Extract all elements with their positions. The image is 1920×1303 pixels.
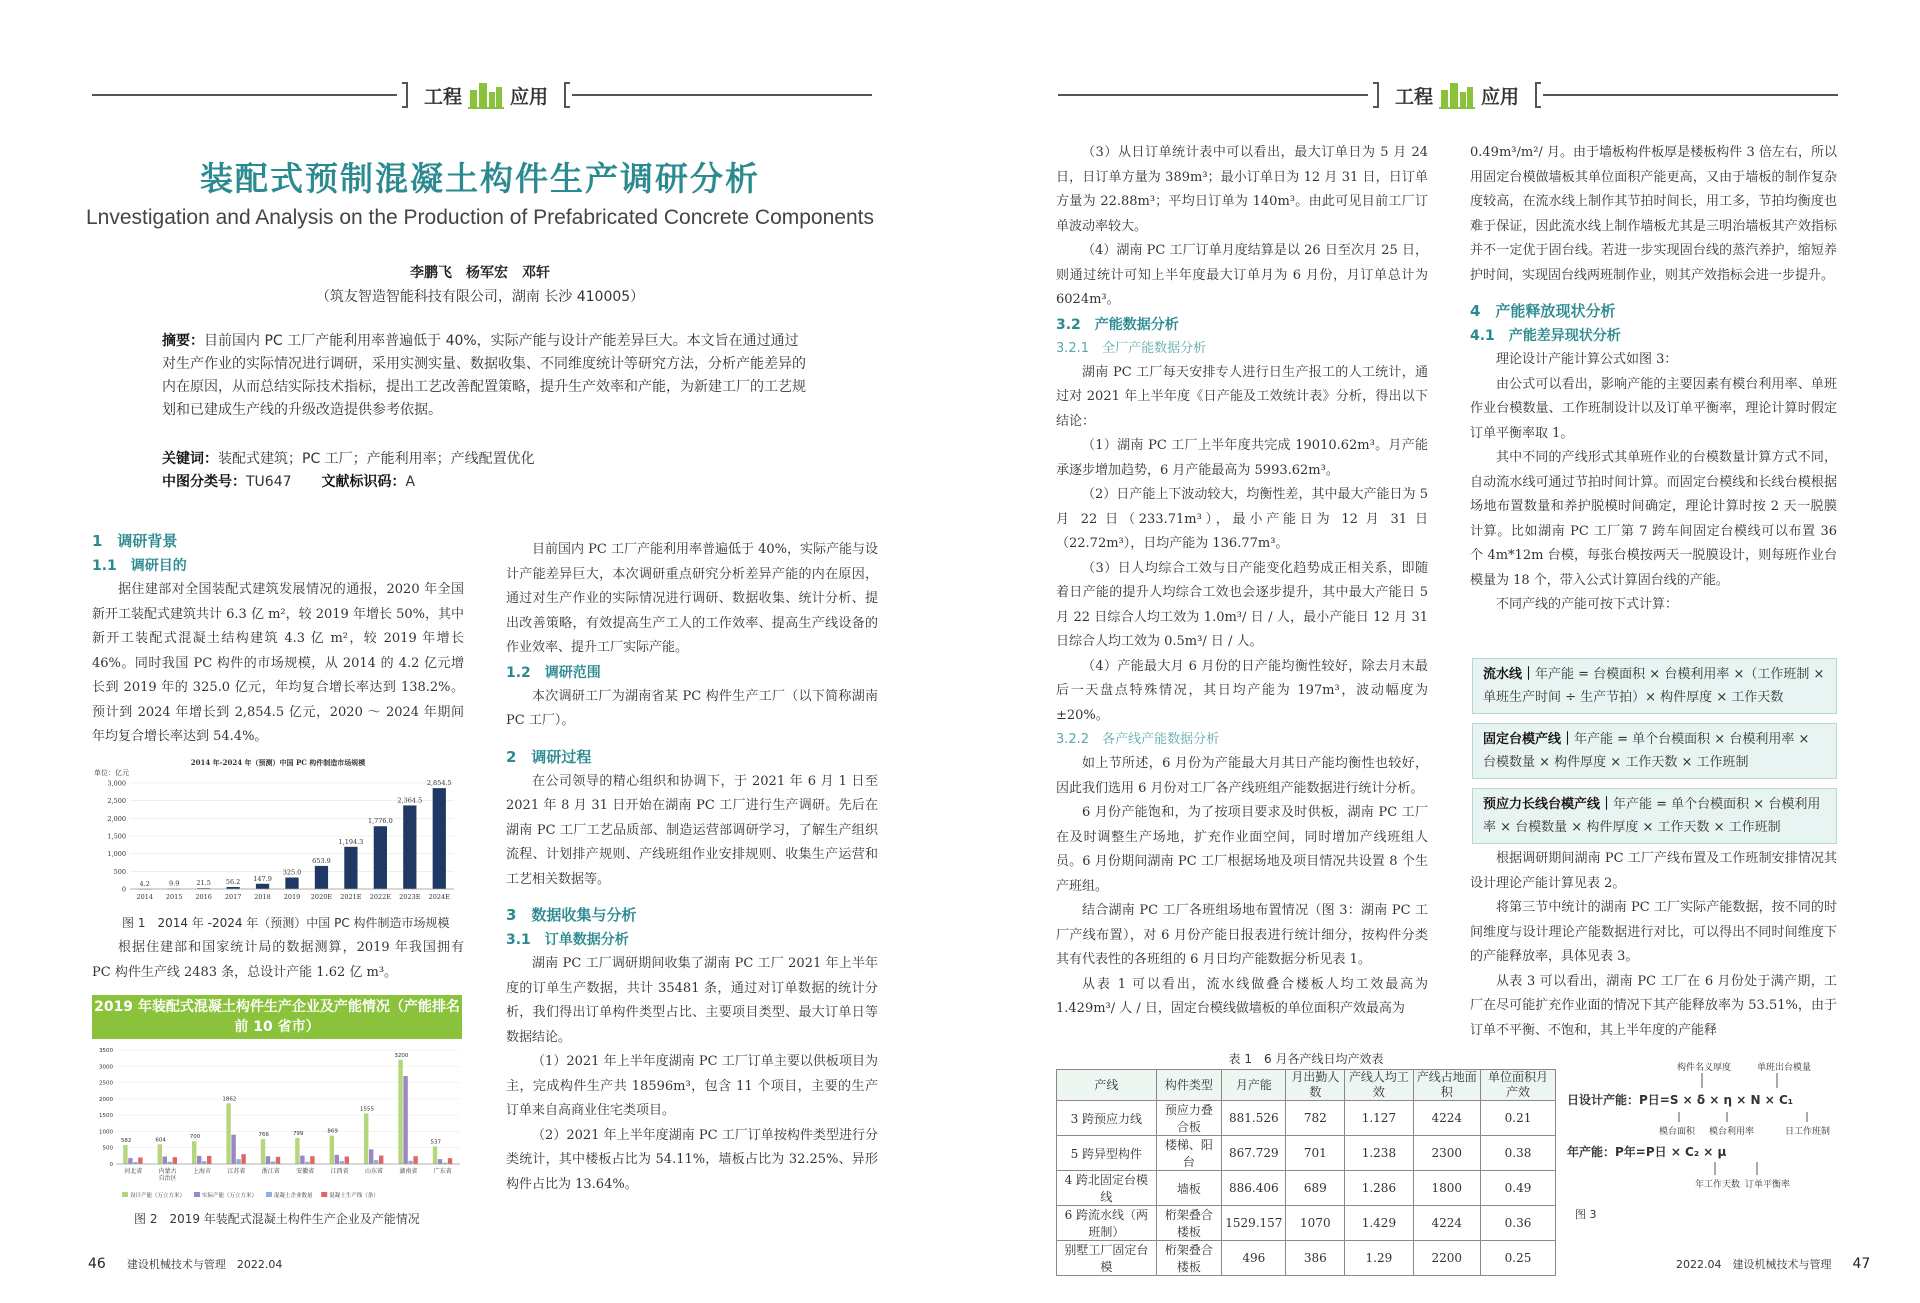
bar: [128, 1158, 132, 1164]
bar: [197, 1156, 201, 1164]
bar: [403, 805, 416, 889]
y-tick-label: 1000: [99, 1129, 113, 1136]
keywords: [162, 448, 812, 471]
bar: [123, 1145, 127, 1164]
article-title: 装配式预制混凝土构件生产调研分析: [200, 159, 760, 198]
bar: [369, 1149, 373, 1164]
table-cell: 2300: [1413, 1136, 1480, 1171]
table-cell: 0.36: [1481, 1206, 1556, 1241]
table-cell: 701: [1286, 1136, 1345, 1171]
bar: [163, 1157, 167, 1164]
clc-label: 中图分类号：: [162, 474, 246, 490]
legend-swatch: [321, 1192, 327, 1197]
table-cell: 别墅工厂固定台模: [1057, 1241, 1157, 1276]
header-right-word: 应用: [510, 85, 549, 108]
table-cell: 3 跨预应力线: [1057, 1101, 1157, 1136]
x-tick-label: 2014: [136, 893, 154, 901]
formula-label: 流水线｜: [1483, 667, 1536, 682]
bar: [300, 1156, 304, 1164]
paragraph: 6 月份产能饱和，为了按项目要求及时供板，湖南 PC 工厂在及时调整生产场地，扩充作业面空间，同时增加产线班组人员。6 月份期间湖南 PC 工厂根据场地及项目情况共设置 8 个生产班组。: [1056, 805, 1428, 894]
legend-swatch: [194, 1192, 200, 1197]
x-tick-label: 2021E: [340, 893, 362, 901]
paragraph: 由公式可以看出，影响产能的主要因素有模台利用率、单班作业台模数量、工作班制设计以及订单平衡率，理论计算时假定订单平衡率取 1。: [1470, 376, 1837, 441]
authors: 李鹏飞 杨军宏 邓轩: [410, 265, 550, 281]
legend-label: 混凝土生产线（条）: [329, 1193, 379, 1199]
daily-capacity-formula: 日设计产能：P日=S × δ × η × N × C₁: [1567, 1093, 1794, 1107]
bar: [438, 1159, 442, 1164]
bar: [345, 1157, 349, 1164]
paragraph: （2）日产能上下波动较大，均衡性差，其中最大产能日为 5 月 22 日（233.71m³），最小产能日为 12 月 31 日（22.72m³），日均产能为 136.77m³。: [1056, 487, 1428, 551]
right-column-2b: [1470, 847, 1837, 1043]
bar: [448, 1158, 452, 1164]
clc-text: TU647: [246, 474, 292, 490]
table-cell: 5 跨异型构件: [1057, 1136, 1157, 1171]
header-logo: [1383, 78, 1531, 112]
table-cell: 1.29: [1345, 1241, 1413, 1276]
y-axis-label: 单位：亿元: [94, 769, 129, 777]
bar: [433, 1147, 437, 1164]
section-heading: 1 调研背景: [92, 532, 178, 550]
formula-label: 固定台模产线｜: [1483, 732, 1575, 747]
y-tick-label: 0: [121, 885, 126, 894]
x-tick-label: 内蒙古: [158, 1168, 177, 1175]
subsection-heading: 1.1 调研目的: [92, 558, 187, 574]
affiliation: （筑友智造智能科技有限公司，湖南 长沙 410005）: [315, 289, 645, 305]
data-label: 21.5: [196, 879, 211, 888]
header-left-word: 工程: [423, 85, 462, 108]
table-cell: 886.406: [1222, 1171, 1286, 1206]
building-icon: [468, 80, 504, 110]
table-header-row: [1057, 1070, 1556, 1101]
data-label: 799: [292, 1130, 304, 1137]
bar: [202, 1161, 206, 1164]
x-tick-label: 浙江省: [261, 1168, 280, 1175]
table-cell: 782: [1286, 1101, 1345, 1136]
left-column-1: [92, 528, 464, 750]
abstract: [162, 330, 812, 422]
paragraph: 从表 1 可以看出，流水线做叠合楼板人均工效最高为 1.429m³/ 人 / 日，固定台模线做墙板的单位面积产效最高为: [1056, 976, 1428, 1016]
x-tick-label: 安徽省: [296, 1168, 315, 1175]
table-cell: 4224: [1413, 1206, 1480, 1241]
header-rule: [1543, 94, 1838, 96]
subsection-heading: 4.1 产能差异现状分析: [1470, 328, 1621, 344]
figure-caption: 图 2 2019 年装配式混凝土构件生产企业及产能情况: [134, 1212, 420, 1226]
x-tick-label: 自治区: [158, 1175, 177, 1182]
table-cell: 桁架叠合楼板: [1156, 1241, 1222, 1276]
table-caption: 表 1 6 月各产线日均产效表: [1228, 1052, 1384, 1066]
y-tick-label: 0: [109, 1162, 113, 1168]
bar: [207, 1156, 211, 1164]
page-number: 46: [88, 1256, 106, 1272]
paragraph: 根据调研期间湖南 PC 工厂产线布置及工作班制安排情况其设计理论产能计算见表 2。: [1470, 851, 1837, 891]
data-label: 604: [155, 1137, 166, 1144]
building-icon: [1439, 80, 1475, 110]
market-size-bar-chart: [92, 755, 464, 910]
paragraph: 本次调研工厂为湖南省某 PC 构件生产工厂（以下简称湖南 PC 工厂）。: [506, 688, 878, 728]
formula-annotation: 模台利用率: [1709, 1127, 1755, 1137]
paragraph: （1）湖南 PC 工厂上半年度共完成 19010.62m³。月产能承逐步增加趋势，6 月产能最高为 5993.62m³。: [1056, 438, 1428, 478]
table-header-cell: 月产能: [1222, 1070, 1286, 1101]
y-tick-label: 500: [113, 867, 126, 876]
figure-caption: 图 1 2014 年 -2024 年（预测）中国 PC 构件制造市场规模: [122, 916, 450, 930]
chart-title: 2014 年-2024 年（预测）中国 PC 构件制造市场规模: [190, 758, 366, 767]
doc-label: 文献标识码：: [321, 474, 406, 490]
subsubsection-heading: 3.2.2 各产线产能数据分析: [1056, 732, 1220, 747]
paragraph: 湖南 PC 工厂每天安排专人进行日生产报工的人工统计，通过对 2021 年上半年度《日产能及工效统计表》分析，得出以下结论：: [1056, 364, 1428, 429]
abstract-text: 目前国内 PC 工厂产能利用率普遍低于 40%，实际产能与设计产能差异巨大。本文旨在通过通过对生产作业的实际情况进行调研，采用实测实量、数据收集、不同维度统计等研究方法，分析产能差异的内在原因，从而总结实际技术指标，提出工艺改善配置策略，提升生产效率和产能，为新建工厂的工艺规划和已建成生产线的升级改造提供参考依据。: [162, 333, 806, 418]
page-number: 47: [1852, 1256, 1871, 1272]
table-cell: 1.238: [1345, 1136, 1413, 1171]
annual-capacity-formula: 年产能：P年=P日 × C₂ × μ: [1567, 1145, 1727, 1159]
legend-swatch: [122, 1192, 128, 1197]
header-rule: [572, 94, 872, 96]
paragraph: （1）2021 年上半年度湖南 PC 工厂订单主要以供板项目为主，完成构件生产共 18596m³，包含 11 个项目，主要的生产订单来自高商业住宅类项目。: [506, 1054, 878, 1118]
bar: [158, 1144, 162, 1164]
journal-name: 建设机械技术与管理 2022.04: [126, 1258, 283, 1271]
table-cell: 4224: [1413, 1101, 1480, 1136]
header-rule: [1058, 94, 1368, 96]
figure-caption: 图 3: [1575, 1208, 1597, 1221]
formula-annotation: 构件名义厚度: [1677, 1063, 1732, 1073]
table-cell: 1529.157: [1222, 1206, 1286, 1241]
bar: [413, 1156, 417, 1164]
bar: [276, 1157, 280, 1164]
paragraph: （2）2021 年上半年度湖南 PC 工厂订单按构件类型进行分类统计，其中楼板占比为 54.11%，墙板占比为 32.25%、异形构件占比为 13.64%。: [506, 1127, 878, 1192]
left-column-1b: [92, 936, 464, 985]
subsection-heading: 3.2 产能数据分析: [1056, 316, 1179, 333]
annotation-arrows: [1567, 1060, 1837, 1218]
y-tick-label: 2000: [99, 1096, 113, 1103]
table-row: [1057, 1206, 1556, 1241]
table-cell: 1.286: [1345, 1171, 1413, 1206]
bar: [340, 1161, 344, 1164]
data-label: 3200: [394, 1052, 409, 1059]
table-cell: 867.729: [1222, 1136, 1286, 1171]
formula-label: 预应力长线台模产线｜: [1483, 797, 1614, 812]
header-rule: [92, 94, 397, 96]
data-label: 869: [327, 1128, 338, 1135]
x-tick-label: 2017: [224, 893, 242, 901]
formula-box-assembly-line: [1472, 658, 1837, 714]
keywords-text: 装配式建筑；PC 工厂；产能利用率；产线配置优化: [218, 451, 535, 467]
table-cell: 496: [1222, 1241, 1286, 1276]
header-left-word: 工程: [1394, 85, 1433, 108]
x-tick-label: 山东省: [364, 1168, 384, 1175]
paragraph: 将第三节中统计的湖南 PC 工厂实际产能数据，按不同的时间维度与设计理论产能数据进行对比，可以得出不同时间维度下的产能释放率，具体见表 3。: [1470, 900, 1837, 964]
table-cell: 2200: [1413, 1241, 1480, 1276]
table-row: [1057, 1171, 1556, 1206]
table-row: [1057, 1136, 1556, 1171]
y-tick-label: 2500: [99, 1080, 113, 1087]
x-tick-label: 2020E: [310, 893, 333, 901]
table-header-cell: 产线占地面积: [1413, 1070, 1480, 1101]
paragraph: （3）从日订单统计表中可以看出，最大订单日为 5 月 24 日，日订单方量为 389m³；最小订单日为 12 月 31 日，日订单方量为 22.88m³；平均日订单为 140m³。由此可见目前工厂订单波动率较大。: [1056, 145, 1428, 234]
paragraph: （4）产能最大月 6 月份的日产能均衡性较好，除去月末最后一天盘点特殊情况，其日均产能为 197m³，波动幅度为 ±20%。: [1056, 658, 1428, 723]
table-cell: 386: [1286, 1241, 1345, 1276]
data-label: 2,364.5: [397, 796, 423, 805]
table-cell: 0.38: [1481, 1136, 1556, 1171]
table-row: [1057, 1101, 1556, 1136]
bar: [398, 1060, 402, 1164]
x-tick-label: 2022E: [369, 893, 392, 901]
x-tick-label: 江西省: [330, 1168, 349, 1175]
legend-label: 混凝土企业数量: [274, 1193, 313, 1199]
table-cell: 689: [1286, 1171, 1345, 1206]
formula-text: 年产能 = 单个台模面积 × 台模利用率 × 台模数量 × 构件厚度 × 工作天数 × 工作班制: [1483, 732, 1810, 770]
subsection-heading: 3.1 订单数据分析: [506, 932, 629, 948]
data-label: 56.2: [225, 878, 241, 887]
x-tick-label: 湖南省: [399, 1168, 418, 1175]
page-footer: [1676, 1256, 1870, 1272]
bar: [241, 1154, 245, 1164]
y-tick-label: 1,500: [107, 832, 126, 841]
data-label: 1,776.0: [367, 817, 393, 826]
right-column-2: [1470, 141, 1837, 618]
bar: [374, 1160, 378, 1164]
bar: [330, 1136, 334, 1164]
table-header-cell: 月出勤人数: [1286, 1070, 1345, 1101]
formula-box-fixed-mould: [1472, 723, 1837, 779]
y-tick-label: 3,000: [107, 779, 126, 788]
formula-text: 年产能 = 台模面积 × 台模利用率 ×（工作班制 × 单班生产时间 ÷ 生产节拍）× 构件厚度 × 工作天数: [1483, 667, 1825, 705]
data-label: 582: [120, 1138, 132, 1145]
table-header-cell: 构件类型: [1156, 1070, 1222, 1101]
data-label: 2,854.5: [426, 779, 452, 788]
formula-annotation: 订单平衡率: [1745, 1180, 1791, 1190]
table-cell: 1070: [1286, 1206, 1345, 1241]
formula-annotation: 单班出台模量: [1757, 1063, 1812, 1073]
formula-annotation: 模台面积: [1659, 1127, 1696, 1137]
table-cell: 0.49: [1481, 1171, 1556, 1206]
data-label: 9.9: [169, 879, 180, 888]
bar: [344, 847, 357, 889]
bar: [408, 1161, 412, 1164]
table-header-cell: 产线人均工效: [1345, 1070, 1413, 1101]
table-cell: 0.25: [1481, 1241, 1556, 1276]
bar: [261, 1139, 265, 1164]
x-tick-label: 江苏省: [227, 1168, 246, 1175]
table-cell: 4 跨北固定台模线: [1057, 1171, 1157, 1206]
paragraph: 根据住建部和国家统计局的数据测算，2019 年我国拥有 PC 构件生产线 2483 条，总设计产能 1.62 亿 m³。: [92, 940, 464, 980]
x-tick-label: 河北省: [124, 1168, 143, 1175]
bar: [379, 1156, 383, 1164]
classification: [162, 471, 812, 494]
y-tick-label: 3000: [99, 1064, 113, 1071]
x-tick-label: 2016: [195, 893, 212, 901]
bar: [335, 1155, 339, 1164]
paragraph: 结合湖南 PC 工厂各班组场地布置情况（图 3：湖南 PC 工厂产线布置），对 6 月份产能日报表进行统计细分，按构件分类其有代表性的各班组的 6 月日均产能数据分析见表 1。: [1056, 903, 1428, 967]
section-header: [1058, 78, 1838, 112]
table-cell: 0.21: [1481, 1101, 1556, 1136]
bar: [231, 1135, 235, 1164]
table-cell: 墙板: [1156, 1171, 1222, 1206]
article-title-en: Lnvestigation and Analysis on the Production of Prefabricated Concrete Components: [86, 206, 874, 229]
capacity-formula-diagram: [1567, 1060, 1837, 1221]
x-tick-label: 广东省: [433, 1168, 452, 1175]
paragraph: （3）日人均综合工效与日产能变化趋势成正相关系，即随着日产能的提升人均综合工效也会逐步提升，其中最大产能日 5 月 22 日综合人均工效为 1.0m³/ 日 / 人，最小产能日 12 月 31 日综合人均工效为 0.5m³/ 日 / 人。: [1056, 560, 1428, 649]
data-label: 1555: [360, 1106, 374, 1113]
formula-annotation: 年工作天数: [1695, 1180, 1741, 1190]
bar: [295, 1138, 299, 1164]
bar: [285, 878, 298, 889]
keywords-label: 关键词：: [162, 451, 218, 467]
header-right-word: 应用: [1481, 85, 1520, 108]
y-tick-label: 1,000: [107, 850, 126, 859]
y-tick-label: 500: [102, 1145, 113, 1152]
y-tick-label: 1500: [99, 1113, 113, 1120]
paragraph: （4）湖南 PC 工厂订单月度结算是以 26 日至次月 25 日，则通过统计可知上半年度最大订单月为 6 月份，月订单总计为 6024m³。: [1056, 243, 1428, 307]
legend-label: 实际产能（万立方米）: [202, 1193, 258, 1199]
bar: [310, 1156, 314, 1164]
bar: [236, 1159, 240, 1164]
paragraph: 湖南 PC 工厂调研期间收集了湖南 PC 工厂 2021 年上半年度的订单生产数据，共计 35481 条，通过对订单数据的统计分析，我们得出订单构件类型占比、主要项目类型、最大订单日等数据结论。: [506, 956, 878, 1045]
capacity-table: [1056, 1069, 1556, 1276]
section-heading: 3 数据收集与分析: [506, 906, 637, 924]
paragraph: 从表 3 可以看出，湖南 PC 工厂在 6 月份处于满产期，工厂在尽可能扩充作业面的情况下其产能释放率为 53.51%，由于订单不平衡、不饱和，其上半年度的产能释: [1470, 973, 1837, 1038]
bar: [192, 1141, 196, 1164]
bar: [266, 1156, 270, 1164]
bar: [173, 1157, 177, 1164]
bar: [315, 866, 328, 889]
bar: [403, 1076, 407, 1164]
right-column-1: [1056, 141, 1428, 1022]
y-tick-label: 2,000: [107, 814, 126, 823]
table-row: [1057, 1241, 1556, 1276]
formula-annotation: 日工作班制: [1785, 1127, 1831, 1137]
header-logo: [412, 78, 560, 112]
section-header: [92, 78, 872, 112]
x-tick-label: 上海市: [192, 1168, 212, 1175]
x-tick-label: 2015: [165, 893, 183, 901]
paragraph: 在公司领导的精心组织和协调下，于 2021 年 6 月 1 日至 2021 年 8 月 31 日开始在湖南 PC 工厂进行生产调研。先后在湖南 PC 工厂工艺品质部、制造运营部调研学习，了解生产组织流程、计划排产规则、产线班组作业安排规则、收集生产运营和工艺相关数据等。: [506, 773, 878, 887]
table-cell: 预应力叠合板: [1156, 1101, 1222, 1136]
page-footer: [88, 1256, 282, 1272]
data-label: 1862: [222, 1096, 237, 1103]
doc-text: A: [405, 474, 416, 490]
bar: [374, 826, 387, 889]
abstract-label: 摘要：: [162, 333, 204, 349]
data-label: 766: [258, 1132, 270, 1139]
table-header-cell: 产线: [1057, 1070, 1157, 1101]
table-cell: 1800: [1413, 1171, 1480, 1206]
y-tick-label: 2,500: [107, 797, 126, 806]
paragraph: 理论设计产能计算公式如图 3：: [1496, 352, 1678, 367]
paragraph: 其中不同的产线形式其单班作业的台模数量计算方式不同，自动流水线可通过节拍时间计算。而固定台模线和长线台模根据场地布置数量和养护脱模时间确定，理论计算时按 2 天一脱膜计算。比如湖南 PC 工厂第 7 跨车间固定台模线可以布置 36 个 4m*12m 台模，每张台模按两天一脱膜设计，则每班作业台模量为 18 个，带入公式计算固台线的产能。: [1470, 450, 1837, 588]
bar: [226, 1103, 230, 1164]
data-label: 1,194.3: [338, 837, 364, 846]
legend-label: 设计产能（万立方米）: [130, 1193, 186, 1199]
paragraph: 据住建部对全国装配式建筑发展情况的通报，2020 年全国新开工装配式建筑共计 6.3 亿 m²，较 2019 年增长 50%，其中新开工装配式混凝土结构建筑 4.3 亿 m²，较 2019 年增长 46%。同时我国 PC 构件的市场规模，从 2014 的 4.2 亿元增长到 2019 年的 325.0 亿元，年均复合增长率达到 138.2%。预计到 2024 年增长到 2,854.5 亿元，2020 ～ 2024 年期间年均复合增长率达到 54.4%。: [92, 582, 464, 744]
data-label: 325.0: [282, 868, 302, 877]
table-cell: 881.526: [1222, 1101, 1286, 1136]
province-capacity-bar-chart: [92, 1042, 464, 1207]
table-cell: 1.429: [1345, 1206, 1413, 1241]
figure-banner: 2019 年装配式混凝土构件生产企业及产能情况（产能排名前 10 省市）: [92, 995, 462, 1039]
data-label: 147.9: [253, 874, 272, 883]
data-label: 653.9: [312, 856, 331, 865]
bar: [364, 1113, 368, 1164]
formula-box-prestressed: [1472, 788, 1837, 844]
paragraph: 如上节所述，6 月份为产能最大月其日产能均衡性也较好，因此我们选用 6 月份对工厂各产线班组产能数据进行统计分析。: [1056, 756, 1428, 796]
y-tick-label: 3500: [99, 1048, 113, 1054]
paragraph: 目前国内 PC 工厂产能利用率普遍低于 40%，实际产能与设计产能差异巨大，本次调研重点研究分析差异产能的内在原因，通过对生产作业的实际情况进行调研、数据收集、统计分析、提出改善策略，有效提高生产工人的工作效率、提高生产线设备的作业效率、提升工厂实际产能。: [506, 542, 878, 655]
table-header-cell: 单位面积月产效: [1481, 1070, 1556, 1101]
table-cell: 桁架叠合楼板: [1156, 1206, 1222, 1241]
left-column-2: [506, 538, 878, 1197]
section-heading: 4 产能释放现状分析: [1470, 302, 1616, 320]
table-cell: 6 跨流水线（两班制）: [1057, 1206, 1157, 1241]
data-label: 700: [189, 1134, 201, 1141]
formula-text: 年产能 = 单个台模面积 × 台模利用率 × 台模数量 × 构件厚度 × 工作天数 × 工作班制: [1483, 797, 1821, 835]
x-tick-label: 2023E: [399, 893, 421, 901]
legend-swatch: [266, 1192, 272, 1197]
paragraph: 不同产线的产能可按下式计算：: [1496, 597, 1679, 612]
section-heading: 2 调研过程: [506, 747, 592, 766]
journal-name: 2022.04 建设机械技术与管理: [1676, 1258, 1832, 1271]
data-label: 537: [430, 1139, 442, 1146]
bar: [138, 1157, 142, 1164]
x-tick-label: 2018: [254, 893, 271, 901]
subsection-heading: 1.2 调研范围: [506, 664, 601, 681]
paragraph: 0.49m³/m²/ 月。由于墙板构件板厚是楼板构件 3 倍左右，所以用固定台模做墙板其单位面积产能更高，又由于墙板的制作复杂度较高，在流水线上制作其节拍时间长，用工多，节拍均衡度也难于保证，因此流水线上制作墙板尤其是三明治墙板其产效指标并不一定优于固台线。若进一步实现固台线的蒸汽养护，缩短养护时间，实现固台线两班制作业，则其产效指标会进一步提升。: [1470, 145, 1837, 283]
bar: [433, 788, 446, 889]
table-cell: 楼梯、阳台: [1156, 1136, 1222, 1171]
bar: [271, 1161, 275, 1164]
bar: [256, 884, 269, 889]
x-tick-label: 2024E: [428, 893, 450, 901]
data-label: 4.2: [139, 879, 150, 888]
subsubsection-heading: 3.2.1 全厂产能数据分析: [1056, 340, 1207, 356]
x-tick-label: 2019: [283, 893, 301, 901]
table-cell: 1.127: [1345, 1101, 1413, 1136]
